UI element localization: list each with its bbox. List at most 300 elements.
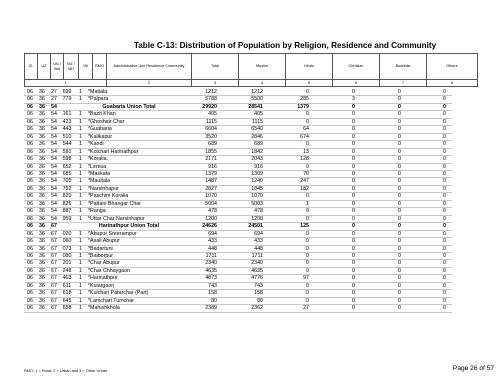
cell-name: *Kolchari Harinathpur bbox=[87, 148, 171, 155]
cell-muslim: 689 bbox=[217, 141, 263, 148]
col-number-1: 1 bbox=[25, 80, 107, 87]
cell-uz: 36 bbox=[36, 156, 48, 163]
cell-hindu: 0 bbox=[263, 267, 309, 274]
cell-others: 0 bbox=[401, 178, 452, 185]
cell-muslim: 1212 bbox=[217, 89, 263, 96]
cell-others: 0 bbox=[401, 126, 452, 133]
cell-rmo: 1 bbox=[74, 133, 87, 140]
cell-rmo: 1 bbox=[74, 238, 87, 245]
cell-un: 54 bbox=[48, 133, 60, 140]
cell-muslim: 2846 bbox=[217, 133, 263, 140]
table-row bbox=[24, 185, 452, 192]
cell-name: *Lemua bbox=[87, 163, 171, 170]
cell-others: 0 bbox=[401, 103, 452, 110]
cell-hindu: 247 bbox=[263, 178, 309, 185]
cell-muslim: 433 bbox=[217, 238, 263, 245]
cell-christian: 0 bbox=[309, 170, 355, 177]
table-row bbox=[24, 238, 452, 245]
cell-zl: 06 bbox=[24, 260, 36, 267]
cell-others: 0 bbox=[401, 267, 452, 274]
cell-hindu: 0 bbox=[263, 290, 309, 297]
cell-muslim: 80 bbox=[217, 297, 263, 304]
table-row bbox=[24, 148, 452, 155]
cell-total: 1379 bbox=[171, 170, 217, 177]
cell-others: 0 bbox=[401, 282, 452, 289]
cell-others: 0 bbox=[401, 305, 452, 312]
cell-others: 0 bbox=[401, 156, 452, 163]
cell-buddhist: 0 bbox=[355, 208, 401, 215]
cell-mz: 080 bbox=[60, 252, 74, 259]
cell-total: 478 bbox=[171, 208, 217, 215]
cell-christian: 0 bbox=[309, 215, 355, 222]
cell-un: 27 bbox=[48, 96, 60, 103]
cell-un: 67 bbox=[48, 260, 60, 267]
cell-zl: 06 bbox=[24, 252, 36, 259]
cell-name: *Kalikapur bbox=[87, 133, 171, 140]
cell-uz: 36 bbox=[36, 230, 48, 237]
cell-un: 67 bbox=[48, 238, 60, 245]
cell-un: 54 bbox=[48, 141, 60, 148]
cell-buddhist: 0 bbox=[355, 96, 401, 103]
cell-name: *Matiala bbox=[87, 89, 171, 96]
table-row bbox=[24, 170, 452, 177]
cell-hindu: 182 bbox=[263, 185, 309, 192]
cell-uz: 36 bbox=[36, 275, 48, 282]
cell-un: 54 bbox=[48, 200, 60, 207]
cell-rmo: 1 bbox=[74, 178, 87, 185]
cell-hindu: 27 bbox=[263, 305, 309, 312]
data-table bbox=[24, 89, 452, 313]
cell-others: 0 bbox=[401, 290, 452, 297]
cell-uz: 36 bbox=[36, 170, 48, 177]
cell-rmo: 1 bbox=[74, 267, 87, 274]
cell-name: *Harinathpur bbox=[87, 275, 171, 282]
col-others: Others bbox=[427, 54, 478, 80]
cell-muslim: 2043 bbox=[217, 156, 263, 163]
table-row bbox=[24, 245, 452, 252]
cell-rmo: 1 bbox=[74, 215, 87, 222]
cell-zl: 06 bbox=[24, 148, 36, 155]
cell-muslim: 916 bbox=[217, 163, 263, 170]
cell-muslim: 24501 bbox=[217, 223, 263, 230]
cell-un: 54 bbox=[48, 126, 60, 133]
cell-total: 5788 bbox=[171, 96, 217, 103]
cell-total: 694 bbox=[171, 230, 217, 237]
cell-rmo: 1 bbox=[74, 163, 87, 170]
cell-zl: 06 bbox=[24, 185, 36, 192]
cell-muslim: 1711 bbox=[217, 252, 263, 259]
cell-mz: 248 bbox=[60, 267, 74, 274]
cell-name: *Ranga bbox=[87, 208, 171, 215]
cell-total: 2389 bbox=[171, 305, 217, 312]
cell-hindu: 0 bbox=[263, 260, 309, 267]
cell-christian: 0 bbox=[309, 156, 355, 163]
cell-hindu: 0 bbox=[263, 118, 309, 125]
cell-rmo: 1 bbox=[74, 193, 87, 200]
cell-others: 0 bbox=[401, 118, 452, 125]
cell-total: 433 bbox=[171, 238, 217, 245]
cell-un: 67 bbox=[48, 223, 60, 230]
cell-hindu: 0 bbox=[263, 215, 309, 222]
table-row bbox=[24, 163, 452, 170]
cell-name: *Char Chhaygaon bbox=[87, 267, 171, 274]
cell-mz: 591 bbox=[60, 148, 74, 155]
cell-muslim: 1115 bbox=[217, 118, 263, 125]
col-admin-unit: Administrative Unit Residence Community bbox=[107, 54, 192, 80]
cell-rmo: 1 bbox=[74, 282, 87, 289]
cell-hindu: 0 bbox=[263, 252, 309, 259]
cell-zl: 06 bbox=[24, 163, 36, 170]
cell-rmo: 1 bbox=[74, 275, 87, 282]
cell-rmo: 1 bbox=[74, 170, 87, 177]
cell-name: *Maultala bbox=[87, 178, 171, 185]
cell-rmo: 1 bbox=[74, 126, 87, 133]
cell-others: 0 bbox=[401, 89, 452, 96]
cell-name: *Abupur Sreerampur bbox=[87, 230, 171, 237]
col-number-6: 6 bbox=[333, 80, 380, 87]
cell-christian: 0 bbox=[309, 118, 355, 125]
cell-uz: 36 bbox=[36, 178, 48, 185]
cell-hindu: 285 bbox=[263, 96, 309, 103]
cell-christian: 0 bbox=[309, 126, 355, 133]
cell-buddhist: 0 bbox=[355, 230, 401, 237]
cell-un: 67 bbox=[48, 290, 60, 297]
cell-christian: 0 bbox=[309, 230, 355, 237]
cell-mz: 826 bbox=[60, 200, 74, 207]
cell-hindu: 0 bbox=[263, 297, 309, 304]
cell-muslim: 4635 bbox=[217, 267, 263, 274]
cell-mz: 463 bbox=[60, 275, 74, 282]
cell-buddhist: 0 bbox=[355, 156, 401, 163]
cell-christian: 0 bbox=[309, 297, 355, 304]
cell-total: 1212 bbox=[171, 89, 217, 96]
cell-name: *Koralia bbox=[87, 156, 171, 163]
cell-buddhist: 0 bbox=[355, 275, 401, 282]
cell-name: *Kulchari Patarchar (Part) bbox=[87, 290, 171, 297]
table-row bbox=[24, 290, 452, 297]
cell-buddhist: 0 bbox=[355, 245, 401, 252]
cell-zl: 06 bbox=[24, 156, 36, 163]
cell-christian: 0 bbox=[309, 200, 355, 207]
cell-uz: 36 bbox=[36, 193, 48, 200]
cell-hindu: 674 bbox=[263, 133, 309, 140]
cell-un: 54 bbox=[48, 103, 60, 110]
cell-zl: 06 bbox=[24, 245, 36, 252]
table-row bbox=[24, 305, 452, 312]
cell-others: 0 bbox=[401, 208, 452, 215]
cell-zl: 06 bbox=[24, 193, 36, 200]
cell-muslim: 5003 bbox=[217, 200, 263, 207]
cell-un: 67 bbox=[48, 297, 60, 304]
cell-hindu: 1 bbox=[263, 200, 309, 207]
cell-total: 24626 bbox=[171, 223, 217, 230]
cell-name: *Mahishkhola bbox=[87, 305, 171, 312]
cell-total: 1115 bbox=[171, 118, 217, 125]
cell-uz: 36 bbox=[36, 89, 48, 96]
cell-uz: 36 bbox=[36, 133, 48, 140]
cell-muslim: 743 bbox=[217, 282, 263, 289]
cell-un: 67 bbox=[48, 230, 60, 237]
cell-uz: 36 bbox=[36, 141, 48, 148]
cell-buddhist: 0 bbox=[355, 141, 401, 148]
cell-buddhist: 0 bbox=[355, 126, 401, 133]
cell-total: 2171 bbox=[171, 156, 217, 163]
cell-total: 2340 bbox=[171, 260, 217, 267]
cell-hindu: 97 bbox=[263, 275, 309, 282]
cell-rmo: 1 bbox=[74, 290, 87, 297]
cell-hindu: 13 bbox=[263, 148, 309, 155]
cell-others: 0 bbox=[401, 111, 452, 118]
cell-zl: 06 bbox=[24, 282, 36, 289]
cell-zl: 06 bbox=[24, 133, 36, 140]
cell-un: 54 bbox=[48, 193, 60, 200]
cell-rmo: 1 bbox=[74, 305, 87, 312]
cell-uz: 36 bbox=[36, 252, 48, 259]
cell-buddhist: 0 bbox=[355, 163, 401, 170]
cell-muslim: 1070 bbox=[217, 193, 263, 200]
table-row bbox=[24, 126, 452, 133]
cell-name: *Kandi bbox=[87, 141, 171, 148]
cell-zl: 06 bbox=[24, 111, 36, 118]
cell-un: 54 bbox=[48, 215, 60, 222]
cell-total: 1711 bbox=[171, 252, 217, 259]
cell-christian: 0 bbox=[309, 275, 355, 282]
table-row bbox=[24, 133, 452, 140]
cell-others: 0 bbox=[401, 200, 452, 207]
cell-others: 0 bbox=[401, 215, 452, 222]
cell-uz: 36 bbox=[36, 290, 48, 297]
cell-uz: 36 bbox=[36, 208, 48, 215]
table-row bbox=[24, 111, 452, 118]
cell-name: *Maskata bbox=[87, 170, 171, 177]
col-vill: Vill bbox=[79, 54, 93, 80]
cell-buddhist: 0 bbox=[355, 282, 401, 289]
cell-total: 448 bbox=[171, 245, 217, 252]
col-total: Total bbox=[192, 54, 239, 80]
table-row bbox=[24, 178, 452, 185]
cell-others: 0 bbox=[401, 260, 452, 267]
cell-rmo: 1 bbox=[74, 185, 87, 192]
cell-muslim: 1309 bbox=[217, 170, 263, 177]
table-row bbox=[24, 267, 452, 274]
cell-christian: 0 bbox=[309, 111, 355, 118]
cell-name: *Guabaria bbox=[87, 126, 171, 133]
cell-total: 5004 bbox=[171, 200, 217, 207]
cell-buddhist: 0 bbox=[355, 260, 401, 267]
cell-name: *Narsinhapur bbox=[87, 185, 171, 192]
cell-un: 54 bbox=[48, 118, 60, 125]
cell-zl: 06 bbox=[24, 200, 36, 207]
cell-total: 743 bbox=[171, 282, 217, 289]
table-row bbox=[24, 282, 452, 289]
cell-name: *Lamchari Tumchar bbox=[87, 297, 171, 304]
cell-zl: 06 bbox=[24, 118, 36, 125]
cell-buddhist: 0 bbox=[355, 118, 401, 125]
cell-name: Harinathpur Union Total bbox=[87, 223, 171, 230]
cell-un: 54 bbox=[48, 185, 60, 192]
cell-zl: 06 bbox=[24, 170, 36, 177]
cell-name: *Pattani Bhangar Char bbox=[87, 200, 171, 207]
cell-buddhist: 0 bbox=[355, 111, 401, 118]
cell-zl: 06 bbox=[24, 178, 36, 185]
cell-others: 0 bbox=[401, 185, 452, 192]
cell-buddhist: 0 bbox=[355, 200, 401, 207]
cell-uz: 36 bbox=[36, 297, 48, 304]
cell-total: 1487 bbox=[171, 178, 217, 185]
cell-christian: 0 bbox=[309, 141, 355, 148]
cell-hindu: 0 bbox=[263, 245, 309, 252]
cell-total: 4635 bbox=[171, 267, 217, 274]
cell-un: 54 bbox=[48, 163, 60, 170]
col-number-3: 3 bbox=[192, 80, 239, 87]
cell-christian: 0 bbox=[309, 282, 355, 289]
cell-un: 67 bbox=[48, 275, 60, 282]
col-number-4: 4 bbox=[239, 80, 286, 87]
table-row bbox=[24, 208, 452, 215]
table-row bbox=[24, 260, 452, 267]
cell-christian: 0 bbox=[309, 163, 355, 170]
cell-rmo: 1 bbox=[74, 208, 87, 215]
cell-rmo: 1 bbox=[74, 297, 87, 304]
cell-mz: 611 bbox=[60, 282, 74, 289]
cell-muslim: 2340 bbox=[217, 260, 263, 267]
cell-un: 54 bbox=[48, 156, 60, 163]
cell-un: 67 bbox=[48, 245, 60, 252]
cell-uz: 36 bbox=[36, 126, 48, 133]
cell-zl: 06 bbox=[24, 290, 36, 297]
cell-hindu: 0 bbox=[263, 238, 309, 245]
cell-muslim: 1200 bbox=[217, 215, 263, 222]
cell-uz: 36 bbox=[36, 96, 48, 103]
cell-rmo: 1 bbox=[74, 89, 87, 96]
table-row bbox=[24, 156, 452, 163]
cell-buddhist: 0 bbox=[355, 305, 401, 312]
col-number-7: 7 bbox=[380, 80, 427, 87]
cell-total: 80 bbox=[171, 297, 217, 304]
col-rmo: RMO bbox=[93, 54, 107, 80]
cell-rmo: 1 bbox=[74, 96, 87, 103]
cell-total: 3520 bbox=[171, 133, 217, 140]
cell-others: 0 bbox=[401, 96, 452, 103]
cell-mz: 652 bbox=[60, 163, 74, 170]
cell-buddhist: 0 bbox=[355, 238, 401, 245]
cell-others: 0 bbox=[401, 230, 452, 237]
cell-uz: 36 bbox=[36, 282, 48, 289]
cell-muslim: 4776 bbox=[217, 275, 263, 282]
table-row bbox=[24, 103, 452, 110]
table-title: Table C-13: Distribution of Population by Religion, Residence and Community bbox=[133, 41, 437, 50]
cell-others: 0 bbox=[401, 193, 452, 200]
cell-mz: 060 bbox=[60, 238, 74, 245]
cell-muslim: 448 bbox=[217, 245, 263, 252]
cell-mz: 658 bbox=[60, 305, 74, 312]
cell-name: *Kulargaon bbox=[87, 282, 171, 289]
cell-buddhist: 0 bbox=[355, 133, 401, 140]
cell-zl: 06 bbox=[24, 238, 36, 245]
cell-others: 0 bbox=[401, 148, 452, 155]
cell-un: 67 bbox=[48, 305, 60, 312]
cell-uz: 36 bbox=[36, 245, 48, 252]
cell-name: *Bazit Khan bbox=[87, 111, 171, 118]
cell-mz: 073 bbox=[60, 245, 74, 252]
cell-rmo: 1 bbox=[74, 141, 87, 148]
cell-rmo: 1 bbox=[74, 252, 87, 259]
table-row bbox=[24, 200, 452, 207]
cell-uz: 36 bbox=[36, 200, 48, 207]
cell-total: 158 bbox=[171, 290, 217, 297]
cell-name: *Paschim Koralia bbox=[87, 193, 171, 200]
col-un: UN / WA bbox=[51, 54, 64, 80]
cell-name: *Baiborpur bbox=[87, 252, 171, 259]
cell-zl: 06 bbox=[24, 223, 36, 230]
table-header bbox=[24, 53, 478, 87]
cell-total: 4873 bbox=[171, 275, 217, 282]
cell-name: *Uttar Char Narsinhapur bbox=[87, 215, 171, 222]
cell-others: 0 bbox=[401, 163, 452, 170]
cell-christian: 0 bbox=[309, 178, 355, 185]
table-row bbox=[24, 252, 452, 259]
cell-christian: 0 bbox=[309, 148, 355, 155]
cell-mz: 618 bbox=[60, 290, 74, 297]
cell-name: *Asali Abupur bbox=[87, 238, 171, 245]
table-row bbox=[24, 223, 452, 230]
cell-christian: 0 bbox=[309, 305, 355, 312]
cell-uz: 36 bbox=[36, 163, 48, 170]
table-row bbox=[24, 230, 452, 237]
cell-muslim: 2362 bbox=[217, 305, 263, 312]
cell-buddhist: 0 bbox=[355, 103, 401, 110]
col-number-8: 8 bbox=[427, 80, 478, 87]
cell-total: 405 bbox=[171, 111, 217, 118]
cell-rmo: 1 bbox=[74, 260, 87, 267]
cell-mz: 820 bbox=[60, 193, 74, 200]
cell-muslim: 478 bbox=[217, 208, 263, 215]
cell-buddhist: 0 bbox=[355, 89, 401, 96]
cell-others: 0 bbox=[401, 245, 452, 252]
cell-un: 54 bbox=[48, 148, 60, 155]
cell-un: 67 bbox=[48, 252, 60, 259]
cell-mz: 443 bbox=[60, 126, 74, 133]
cell-zl: 06 bbox=[24, 89, 36, 96]
cell-uz: 36 bbox=[36, 103, 48, 110]
cell-muslim: 1240 bbox=[217, 178, 263, 185]
cell-hindu: 0 bbox=[263, 111, 309, 118]
cell-mz: 598 bbox=[60, 156, 74, 163]
cell-christian: 0 bbox=[309, 223, 355, 230]
cell-mz: 201 bbox=[60, 260, 74, 267]
cell-total: 1200 bbox=[171, 215, 217, 222]
page-number: Page 26 of 57 bbox=[452, 365, 494, 372]
cell-mz bbox=[60, 103, 74, 110]
cell-hindu: 0 bbox=[263, 230, 309, 237]
col-muslim: Muslim bbox=[239, 54, 286, 80]
cell-uz: 36 bbox=[36, 267, 48, 274]
cell-mz: 705 bbox=[60, 178, 74, 185]
cell-name: *Char Abupur bbox=[87, 260, 171, 267]
col-uz: UZ bbox=[38, 54, 51, 80]
cell-zl: 06 bbox=[24, 96, 36, 103]
cell-buddhist: 0 bbox=[355, 215, 401, 222]
cell-hindu: 0 bbox=[263, 89, 309, 96]
cell-uz: 36 bbox=[36, 148, 48, 155]
cell-zl: 06 bbox=[24, 305, 36, 312]
cell-mz: 685 bbox=[60, 170, 74, 177]
cell-un: 67 bbox=[48, 282, 60, 289]
cell-un: 54 bbox=[48, 178, 60, 185]
cell-muslim: 694 bbox=[217, 230, 263, 237]
cell-rmo bbox=[74, 223, 87, 230]
cell-rmo: 1 bbox=[74, 200, 87, 207]
